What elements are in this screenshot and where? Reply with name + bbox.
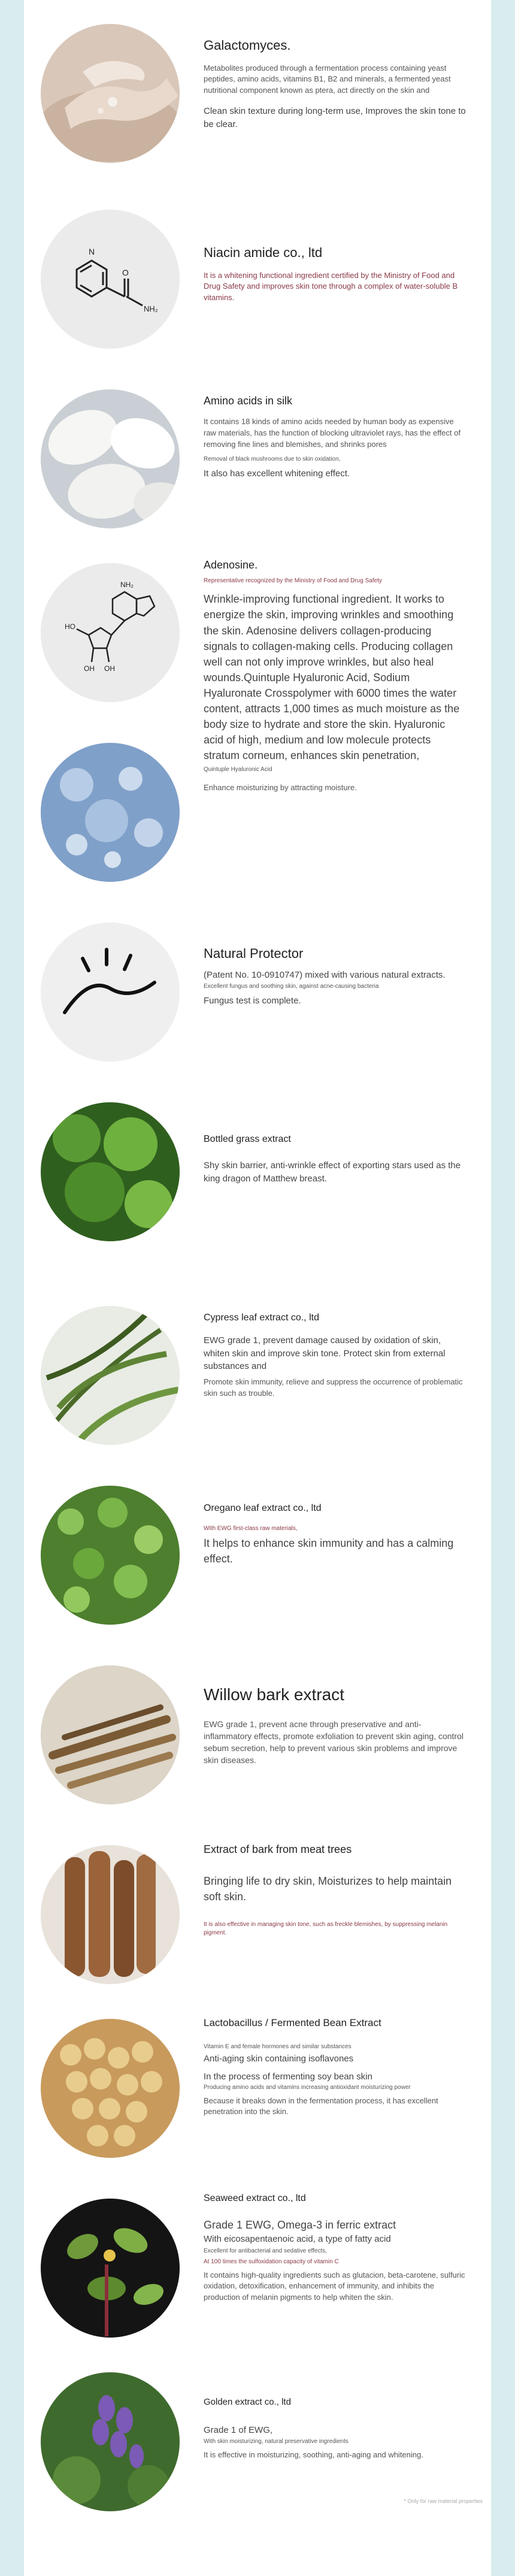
ingredient-desc: It contains 18 kinds of amino acids needed by human body as expensive raw materials, has the function of blocking ultraviolet rays, has the effect of removing fine lines and blemishes, and shrinks pores	[204, 417, 461, 449]
ingredient-desc: It helps to enhance skin immunity and has a calming effect.	[204, 1537, 454, 1565]
ingredient-desc: With eicosapentaenoic acid, a type of fatty acid	[204, 2233, 391, 2244]
skin-barrier-icon	[41, 923, 180, 1062]
svg-text:N: N	[89, 247, 95, 256]
ingredient-highlight: Grade 1 of EWG,	[204, 2424, 273, 2435]
ingredient-desc: Bringing life to dry skin, Moisturizes to help maintain soft skin.	[204, 1875, 452, 1903]
ingredient-note: It is also effective in managing skin tone, such as freckle blemishes, by suppressing melanin pigment.	[204, 1921, 448, 1936]
ingredient-title: Amino acids in silk	[204, 395, 293, 407]
ingredient-note-2: At 100 times the sulfoxidation capacity of vitamin C	[204, 2258, 339, 2265]
water-bubbles-icon	[41, 743, 180, 882]
ingredient-patent: (Patent No. 10-0910747) mixed with various natural extracts.	[204, 969, 446, 980]
ingredient-desc: Excellent fungus and soothing skin, against acne-causing bacteria	[204, 983, 379, 990]
ingredient-desc: EWG grade 1, prevent damage caused by oxidation of skin, whiten skin and improve skin tone. Protect skin from external substances and	[204, 1335, 446, 1372]
ingredient-note-2: Producing amino acids and vitamins increasing antioxidant moisturizing power	[204, 2084, 411, 2091]
green-leaves-icon	[41, 1102, 180, 1241]
ingredient-highlight: It also has excellent whitening effect.	[204, 468, 350, 479]
ingredient-desc-2: Because it breaks down in the fermentation process, it has excellent penetration into the skin.	[204, 2096, 438, 2117]
ingredient-highlight: Fungus test is complete.	[204, 996, 301, 1006]
ingredient-highlight: Anti-aging skin containing isoflavones	[204, 2054, 354, 2064]
ingredient-note: Excellent for antibacterial and sedative effects,	[204, 2247, 328, 2254]
svg-text:OH: OH	[84, 664, 95, 673]
ingredient-title: Extract of bark from meat trees	[204, 1843, 352, 1855]
scutellaria-flower-icon	[41, 2372, 180, 2511]
silk-cocoon-icon	[41, 389, 180, 528]
adenosine-structure-icon	[41, 563, 180, 702]
ingredient-desc: Wrinkle-improving functional ingredient. It works to energize the skin, improving wrinkles and smoothing the skin. Adenosine delivers collagen-producing signals to collagen-making cells. Producing collagen well can not only improve wrinkles, but also heal wounds.Quintuple Hyaluronic Acid, Sodium Hyaluronate Crosspolymer with 6000 times the water content, attracts 1,000 times as much moisture as the body size to hydrate and store the skin. Hyaluronic acid of high, medium and low molecule protects stratum corneum, enhances skin penetration,	[204, 593, 460, 762]
ingredient-desc: Metabolites produced through a fermentation process containing yeast peptides, amino acids, vitamins B1, B2 and minerals, a fermented yeast nutritional component known as ptera, act directly on the skin and	[204, 63, 451, 95]
ingredient-desc-2: Promote skin immunity, relieve and suppress the occurrence of problematic skin such as trouble.	[204, 1377, 463, 1398]
ingredient-desc: It is a whitening functional ingredient certified by the Ministry of Food and Drug Safety and improves skin tone through a complex of water-soluble B vitamins.	[204, 270, 458, 303]
ingredient-title: Natural Protector	[204, 946, 304, 961]
ingredient-certified: Representative recognized by the Ministry of Food and Drug Safety	[204, 578, 382, 585]
ingredient-title: Bottled grass extract	[204, 1134, 291, 1144]
ingredient-desc: Shy skin barrier, anti-wrinkle effect of exporting stars used as the king dragon of Matthew breast.	[204, 1160, 461, 1184]
sub-ingredient-title: Quintuple Hyaluronic Acid	[204, 766, 272, 773]
ingredient-note: With skin moisturizing, natural preservative ingredients	[204, 2438, 349, 2445]
cypress-leaf-icon	[41, 1306, 180, 1445]
soybean-icon	[41, 2019, 180, 2158]
niacinamide-structure-icon	[41, 210, 180, 349]
svg-text:O: O	[122, 268, 129, 277]
svg-text:OH: OH	[104, 664, 115, 673]
ingredient-title: Willow bark extract	[204, 1685, 344, 1704]
ingredient-highlight: Grade 1 EWG, Omega-3 in ferric extract	[204, 2218, 396, 2231]
ingredient-title: Adenosine.	[204, 559, 258, 571]
ingredient-title: Golden extract co., ltd	[204, 2397, 291, 2407]
oregano-leaf-icon	[41, 1486, 180, 1625]
ingredient-title: Oregano leaf extract co., ltd	[204, 1503, 322, 1513]
ingredient-desc-2: Clean skin texture during long-term use, Improves the skin tone to be clear.	[204, 106, 466, 129]
ingredient-desc: EWG grade 1, prevent acne through preservative and anti-inflammatory effects, promote exfoliation to prevent skin aging, control sebum secretion, help to prevent various skin problems and improve skin diseases.	[204, 1719, 463, 1765]
svg-text:HO: HO	[65, 622, 75, 631]
ingredient-note: With EWG first-class raw materials,	[204, 1525, 298, 1532]
ingredient-note: Vitamin E and female hormones and similar substances	[204, 2043, 352, 2051]
purslane-icon	[41, 2199, 180, 2338]
ingredient-title: Seaweed extract co., ltd	[204, 2193, 306, 2203]
page-sheet	[24, 0, 491, 2576]
ingredient-title: Galactomyces.	[204, 38, 291, 53]
ingredient-desc: It is effective in moisturizing, soothing, anti-aging and whitening.	[204, 2450, 423, 2460]
ingredient-note: Removal of black mushrooms due to skin oxidation,	[204, 455, 341, 462]
svg-text:NH₂: NH₂	[144, 304, 158, 313]
hand-water-icon	[41, 24, 180, 163]
footnote: * Only for raw material properties	[404, 2498, 483, 2504]
ingredient-desc-2: Enhance moisturizing by attracting moisture.	[204, 783, 357, 793]
ingredient-title: Lactobacillus / Fermented Bean Extract	[204, 2017, 381, 2028]
ingredient-title: Cypress leaf extract co., ltd	[204, 1313, 319, 1323]
ingredient-desc-2: It contains high-quality ingredients such as glutacion, beta-carotene, sulfuric oxidation, detoxification, enhancement of immunity, and inhibits the production of melanin pigments to help whiten the skin.	[204, 2270, 465, 2302]
ingredient-title: Niacin amide co., ltd	[204, 245, 323, 260]
ingredient-desc: In the process of fermenting soy bean skin	[204, 2071, 372, 2082]
willow-bark-icon	[41, 1665, 180, 1804]
svg-text:NH₂: NH₂	[120, 580, 134, 589]
cinnamon-bark-icon	[41, 1845, 180, 1984]
